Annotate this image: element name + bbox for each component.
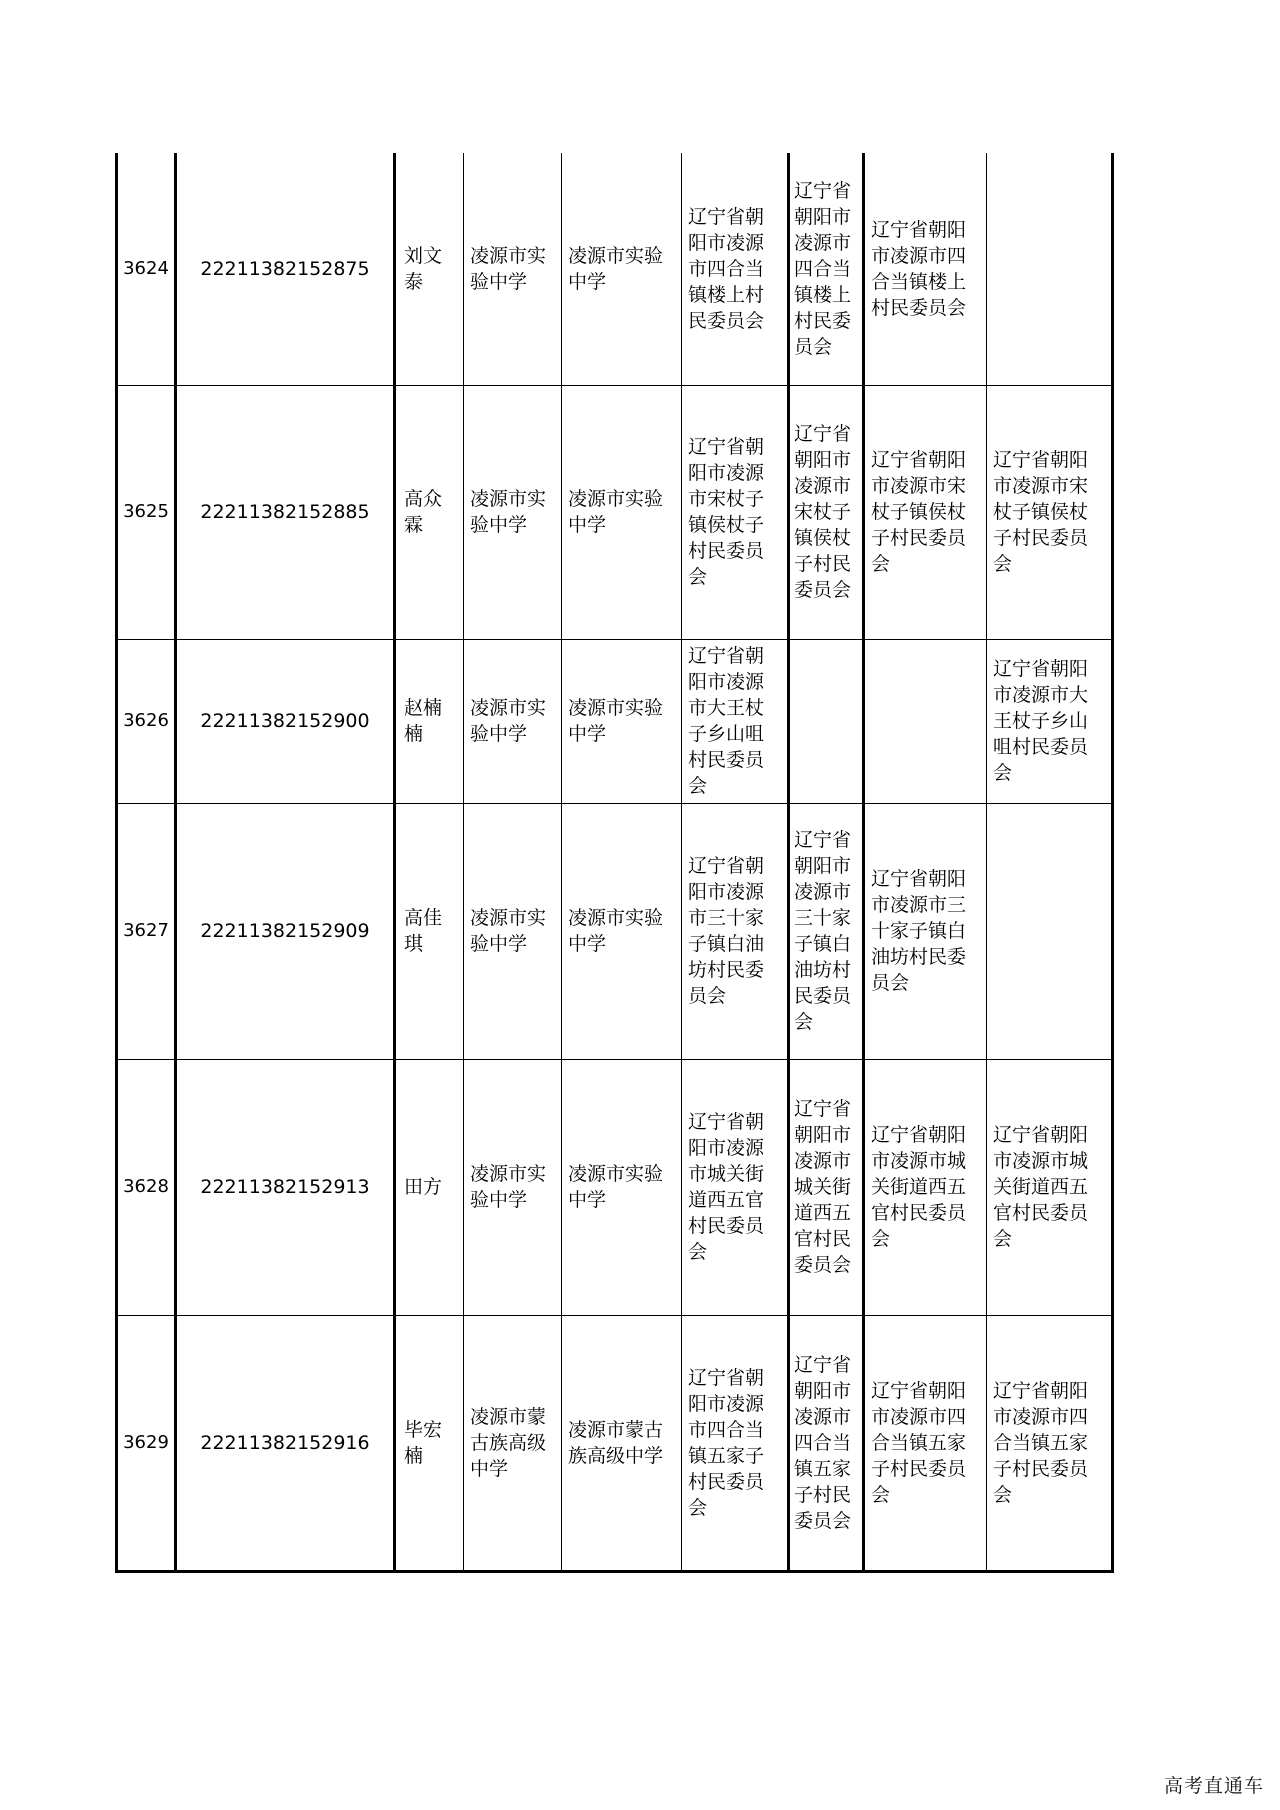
household-2-cell: 辽宁省朝阳市凌源市四合当镇楼上村民委员会 [789, 153, 864, 385]
guardian-cell [987, 153, 1113, 385]
exam-id-cell: 22211382152900 [176, 639, 395, 803]
reg-school-cell: 凌源市实验中学 [562, 639, 682, 803]
residence-cell [864, 639, 987, 803]
school-cell: 凌源市实验中学 [464, 385, 562, 639]
exam-id-cell: 22211382152916 [176, 1315, 395, 1571]
household-2-cell: 辽宁省朝阳市凌源市宋杖子镇侯杖子村民委员会 [789, 385, 864, 639]
household-cell: 辽宁省朝阳市凌源市城关街道西五官村民委员会 [682, 1059, 789, 1315]
household-cell: 辽宁省朝阳市凌源市四合当镇楼上村民委员会 [682, 153, 789, 385]
reg-school-cell: 凌源市实验中学 [562, 385, 682, 639]
household-cell: 辽宁省朝阳市凌源市四合当镇五家子村民委员会 [682, 1315, 789, 1571]
household-cell: 辽宁省朝阳市凌源市宋杖子镇侯杖子村民委员会 [682, 385, 789, 639]
reg-school-cell: 凌源市蒙古族高级中学 [562, 1315, 682, 1571]
student-roster-table [115, 153, 1114, 1573]
table-row [117, 385, 1113, 639]
site-watermark: 高考直通车 [1163, 1775, 1264, 1797]
student-name-cell: 高众霖 [395, 385, 464, 639]
residence-cell: 辽宁省朝阳市凌源市宋杖子镇侯杖子村民委员会 [864, 385, 987, 639]
reg-school-cell: 凌源市实验中学 [562, 803, 682, 1059]
household-2-cell: 辽宁省朝阳市凌源市城关街道西五官村民委员会 [789, 1059, 864, 1315]
student-name-cell: 毕宏楠 [395, 1315, 464, 1571]
row-seq-cell: 3625 [117, 385, 176, 639]
table-row [117, 803, 1113, 1059]
row-seq-cell: 3627 [117, 803, 176, 1059]
guardian-cell: 辽宁省朝阳市凌源市城关街道西五官村民委员会 [987, 1059, 1113, 1315]
row-seq-cell: 3626 [117, 639, 176, 803]
guardian-cell [987, 803, 1113, 1059]
row-seq-cell: 3624 [117, 153, 176, 385]
school-cell: 凌源市实验中学 [464, 639, 562, 803]
residence-cell: 辽宁省朝阳市凌源市城关街道西五官村民委员会 [864, 1059, 987, 1315]
household-cell: 辽宁省朝阳市凌源市三十家子镇白油坊村民委员会 [682, 803, 789, 1059]
school-cell: 凌源市实验中学 [464, 153, 562, 385]
exam-id-cell: 22211382152885 [176, 385, 395, 639]
residence-cell: 辽宁省朝阳市凌源市四合当镇五家子村民委员会 [864, 1315, 987, 1571]
table-row [117, 639, 1113, 803]
residence-cell: 辽宁省朝阳市凌源市三十家子镇白油坊村民委员会 [864, 803, 987, 1059]
guardian-cell: 辽宁省朝阳市凌源市大王杖子乡山咀村民委员会 [987, 639, 1113, 803]
row-seq-cell: 3628 [117, 1059, 176, 1315]
exam-id-cell: 22211382152909 [176, 803, 395, 1059]
row-seq-cell: 3629 [117, 1315, 176, 1571]
student-name-cell: 高佳琪 [395, 803, 464, 1059]
table-row [117, 1315, 1113, 1571]
guardian-cell: 辽宁省朝阳市凌源市宋杖子镇侯杖子村民委员会 [987, 385, 1113, 639]
reg-school-cell: 凌源市实验中学 [562, 153, 682, 385]
student-name-cell: 赵楠楠 [395, 639, 464, 803]
guardian-cell: 辽宁省朝阳市凌源市四合当镇五家子村民委员会 [987, 1315, 1113, 1571]
household-2-cell: 辽宁省朝阳市凌源市四合当镇五家子村民委员会 [789, 1315, 864, 1571]
student-name-cell: 田方 [395, 1059, 464, 1315]
table-row [117, 153, 1113, 385]
residence-cell: 辽宁省朝阳市凌源市四合当镇楼上村民委员会 [864, 153, 987, 385]
school-cell: 凌源市实验中学 [464, 1059, 562, 1315]
household-2-cell [789, 639, 864, 803]
exam-id-cell: 22211382152875 [176, 153, 395, 385]
table-row [117, 1059, 1113, 1315]
reg-school-cell: 凌源市实验中学 [562, 1059, 682, 1315]
school-cell: 凌源市实验中学 [464, 803, 562, 1059]
household-2-cell: 辽宁省朝阳市凌源市三十家子镇白油坊村民委员会 [789, 803, 864, 1059]
school-cell: 凌源市蒙古族高级中学 [464, 1315, 562, 1571]
student-name-cell: 刘文泰 [395, 153, 464, 385]
exam-id-cell: 22211382152913 [176, 1059, 395, 1315]
household-cell: 辽宁省朝阳市凌源市大王杖子乡山咀村民委员会 [682, 639, 789, 803]
